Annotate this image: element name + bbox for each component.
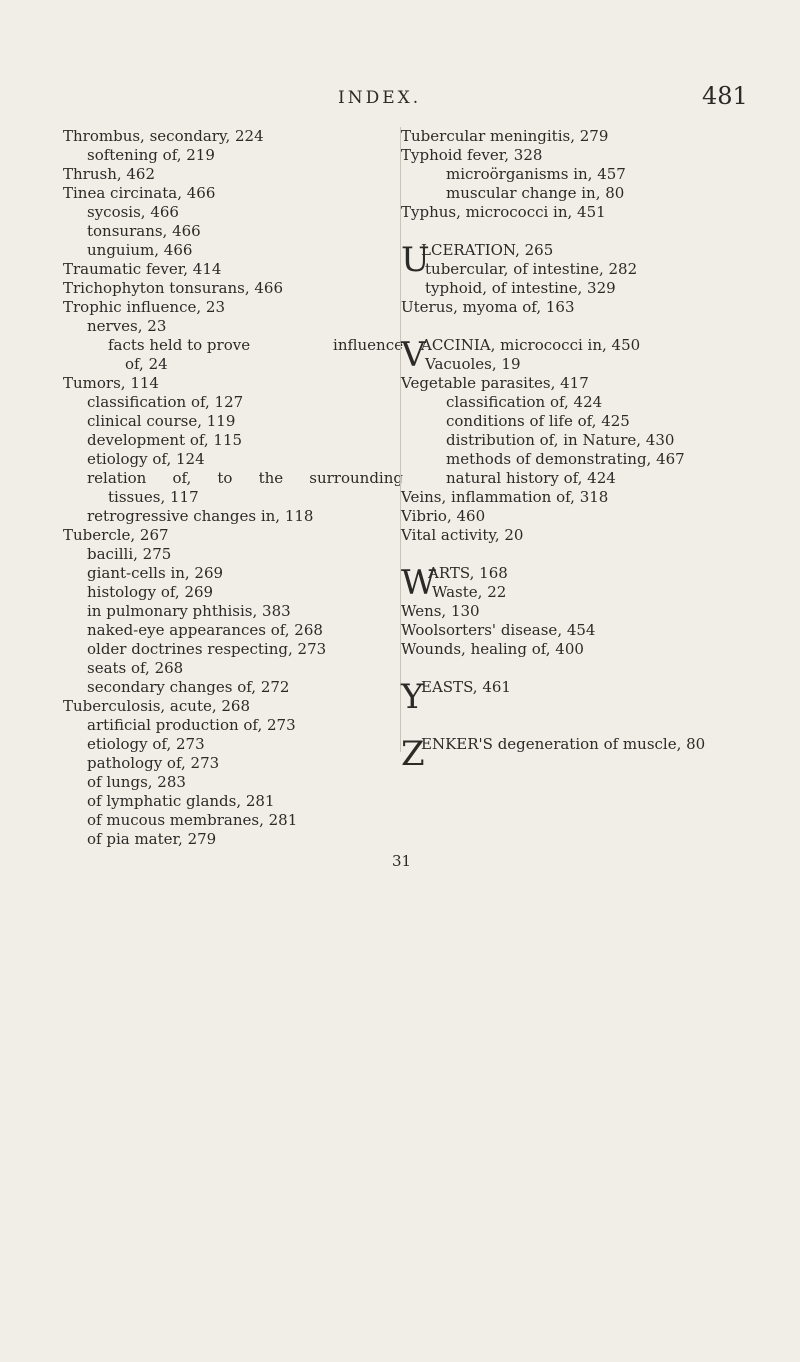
index-entry: Tinea circinata, 466	[63, 184, 216, 202]
section-gap	[401, 317, 800, 336]
index-subentry: of lungs, 283	[87, 773, 186, 791]
index-subentry: naked-eye appearances of, 268	[87, 621, 323, 639]
index-subentry: conditions of life of, 425	[446, 412, 630, 430]
index-entry: Thrombus, secondary, 224	[63, 127, 264, 145]
index-entry: Tumors, 114	[63, 374, 159, 392]
section-z	[401, 735, 800, 773]
index-column-left	[63, 127, 403, 849]
index-subentry: unguium, 466	[87, 241, 193, 259]
section-heading-entry: ARTS, 168	[428, 564, 508, 582]
index-subentry: retrogressive changes in, 118	[87, 507, 314, 525]
drop-cap-u: U	[401, 240, 430, 280]
index-subentry: of lymphatic glands, 281	[87, 792, 275, 810]
index-subentry: microörganisms in, 457	[446, 165, 626, 183]
index-subentry: tonsurans, 466	[87, 222, 201, 240]
index-subentry: softening of, 219	[87, 146, 215, 164]
index-subentry: clinical course, 119	[87, 412, 236, 430]
index-entry: Traumatic fever, 414	[63, 260, 222, 278]
blank-line	[421, 754, 800, 773]
page-number: 481	[702, 82, 748, 110]
index-subentry: classification of, 127	[87, 393, 244, 411]
index-entry: Uterus, myoma of, 163	[401, 298, 575, 316]
page-header	[0, 80, 800, 110]
entry-text: the	[258, 469, 284, 487]
index-subentry: of mucous membranes, 281	[87, 811, 298, 829]
index-subentry: artificial production of, 273	[87, 716, 296, 734]
section-heading-entry: ACCINIA, micrococci in, 450	[421, 336, 641, 354]
index-entry: Woolsorters' disease, 454	[401, 621, 596, 639]
index-entry: Vacuoles, 19	[425, 355, 521, 373]
entry-text: surrounding	[309, 469, 403, 487]
index-subentry-justified	[63, 469, 403, 488]
index-entry: Waste, 22	[432, 583, 507, 601]
section-gap	[401, 545, 800, 564]
index-entry: Vital activity, 20	[401, 526, 524, 544]
index-continuation: tissues, 117	[108, 488, 199, 506]
index-subentry: pathology of, 273	[87, 754, 220, 772]
index-entry: Vibrio, 460	[401, 507, 486, 525]
index-subentry: etiology of, 273	[87, 735, 205, 753]
index-entry: Trophic influence, 23	[63, 298, 225, 316]
index-entry: Tuberculosis, acute, 268	[63, 697, 251, 715]
index-subentry: development of, 115	[87, 431, 243, 449]
index-subentry: in pulmonary phthisis, 383	[87, 602, 291, 620]
entry-text: relation	[87, 469, 147, 487]
section-u	[401, 241, 800, 279]
index-entry: Veins, inflammation of, 318	[401, 488, 609, 506]
drop-cap-y: Y	[401, 677, 424, 717]
section-heading-entry: LCERATION, 265	[421, 241, 554, 259]
index-subentry: natural history of, 424	[446, 469, 616, 487]
index-subentry: etiology of, 124	[87, 450, 205, 468]
index-subentry: distribution of, in Nature, 430	[446, 431, 675, 449]
index-subentry: methods of demonstrating, 467	[446, 450, 685, 468]
drop-cap-w: W	[401, 563, 436, 603]
index-subentry-justified	[63, 336, 403, 355]
index-entry: Tubercle, 267	[63, 526, 169, 544]
index-subentry: secondary changes of, 272	[87, 678, 290, 696]
drop-cap-v: V	[401, 335, 426, 375]
section-y	[401, 678, 800, 716]
index-column-right	[400, 127, 800, 774]
section-heading-entry: EASTS, 461	[421, 678, 511, 696]
index-entry: Thrush, 462	[63, 165, 156, 183]
index-subentry: nerves, 23	[87, 317, 167, 335]
index-subentry: of pia mater, 279	[87, 830, 217, 848]
index-entry: Wens, 130	[401, 602, 480, 620]
index-subentry: tubercular, of intestine, 282	[425, 260, 638, 278]
index-subentry: older doctrines respecting, 273	[87, 640, 327, 658]
index-entry: Trichophyton tonsurans, 466	[63, 279, 284, 297]
running-title: INDEX.	[338, 88, 422, 108]
index-subentry: typhoid, of intestine, 329	[425, 279, 616, 297]
entry-text: facts held to prove	[108, 336, 251, 354]
entry-text: influence	[333, 336, 403, 354]
index-subentry: sycosis, 466	[87, 203, 179, 221]
drop-cap-z: Z	[401, 734, 425, 774]
index-subentry: classification of, 424	[446, 393, 603, 411]
index-entry: Typhoid fever, 328	[401, 146, 543, 164]
signature-mark: 31	[392, 852, 412, 870]
section-gap	[401, 716, 800, 735]
index-subentry: bacilli, 275	[87, 545, 172, 563]
index-entry: Typhus, micrococci in, 451	[401, 203, 606, 221]
section-v	[401, 336, 800, 374]
index-continuation: of, 24	[125, 355, 168, 373]
entry-text: to	[217, 469, 233, 487]
index-subentry: giant-cells in, 269	[87, 564, 224, 582]
index-subentry: seats of, 268	[87, 659, 184, 677]
section-heading-entry: ENKER'S degeneration of muscle, 80	[421, 735, 706, 753]
blank-line	[421, 697, 800, 716]
index-entry: Vegetable parasites, 417	[401, 374, 589, 392]
index-entry: Wounds, healing of, 400	[401, 640, 584, 658]
index-entry: Tubercular meningitis, 279	[401, 127, 609, 145]
section-w	[401, 564, 800, 602]
index-subentry: muscular change in, 80	[446, 184, 625, 202]
section-gap	[401, 659, 800, 678]
index-subentry: histology of, 269	[87, 583, 214, 601]
section-gap	[401, 222, 800, 241]
entry-text: of,	[172, 469, 192, 487]
